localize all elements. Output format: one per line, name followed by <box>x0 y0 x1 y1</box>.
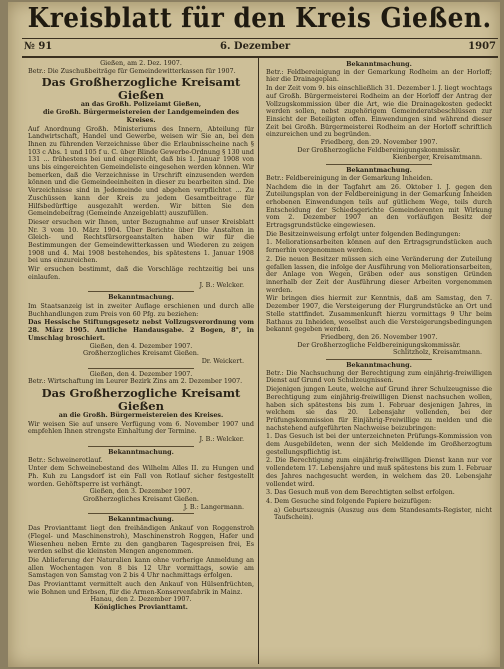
separator <box>88 513 194 514</box>
notice-body: Wir bringen dies hiermit zur Kenntnis, daß am Samstag, den 7. Dezember 1907, die Versteigerung der Flurgrundstücke an Ort und Stelle stattfindet. Zusammenkunft hierzu vormittags 9 Uhr beim Rathaus zu Inheiden, woselbst auch die Versteigerungsbedingungen bekannt gegeben werden. <box>266 294 492 334</box>
notice-body: Nachdem die in der Tagfahrt am 26. Oktober l. J. gegen den Zuteilungsplan von der Feldbereinigung in der Gemarkung Inheiden erhobenen Einwendungen teils auf gütlichem Wege, teils durch Entscheidung der Schiedsgerichte Gemeinderenten mit Wirkung vom 2. Dezember 1907 an den vorläufigen Besitz der Ertragsgrundstücke eingewiesen. <box>266 182 492 230</box>
subject-line: Betr.: Die Nachsuchung der Berechtigung zum einjährig-freiwilligen Dienst auf Grund von Schulzeugnissen. <box>266 368 492 385</box>
notice-body: Diejenigen jungen Leute, welche auf Grund ihrer Schulzeugnisse die Berechtigung zum einjährig-freiwilligen Dienst nachsuchen wollen, haben sich spätestens bis zum 1. Februar desjenigen Jahres, in welchem sie das 20. Lebensjahr vollenden, bei der Prüfungskommission für Einjährig-Freiwillige zu melden und die nachstehend aufgeführten Nachweise beizubringen: <box>266 385 492 432</box>
notice-title: Bekanntmachung. <box>108 515 174 524</box>
authority: Großherzogliches Kreisamt Gießen. <box>83 349 199 358</box>
subject-line: Betr.: Die Zuschußbeiträge für Gemeindewitterkassen für 1907. <box>28 66 236 75</box>
notice-body: Wir ersuchen bestimmt, daß die Vorschläge rechtzeitig bei uns einlaufen. <box>28 265 254 281</box>
list-item: 1. Meliorationsarbeiten können auf den Ertragsgrundstücken auch fernerhin vorgenommen werden. <box>266 238 492 255</box>
subject-line: Betr.: Schweinerotlauf. <box>28 455 103 464</box>
notice-body: Im Staatsanzeig ist in zweiter Auflage erschienen und durch alle Buchhandlungen zum Preis von 60 Pfg. zu beziehen: <box>28 301 254 318</box>
masthead-rule <box>22 38 498 39</box>
separator <box>326 164 432 165</box>
list-item: 1. Das Gesuch ist bei der unterzeichneten Prüfungs-Kommission von dem Ausgebildeten, wenn der sich Meldende im Großherzogtum gestellungspflichtig ist. <box>266 432 492 456</box>
dateline: Gießen, am 2. Dez. 1907. <box>100 60 182 67</box>
separator <box>88 368 194 369</box>
newspaper-page <box>8 2 500 667</box>
separator <box>326 359 432 360</box>
dateline: Gießen, den 3. Dezember 1907. <box>89 487 193 496</box>
issue-row <box>24 41 496 55</box>
subject-line: Betr.: Feldbereinigung in der Gemarkung Inheiden. <box>266 173 433 182</box>
masthead-title: Kreisblatt für den Kreis Gießen. <box>27 3 492 34</box>
signature: Dr. Weickert. <box>201 356 244 365</box>
subject-line: Betr.: Feldbereinigung in der Gemarkung Rodheim an der Horloff; hier die Drainageplan. <box>266 67 492 84</box>
list-item: a) Geburtszeugnis (Auszug aus dem Standesamts-Register, nicht Taufschein). <box>274 505 492 522</box>
notice-einjaehrig <box>266 362 492 522</box>
notice-rotlauf <box>28 449 254 512</box>
signature: J. B.: Welcker. <box>199 435 244 444</box>
notice-body: Die Besitzeinweisung erfolgt unter folgenden Bedingungen: <box>266 229 461 238</box>
notice-title: Bekanntmachung. <box>346 166 412 175</box>
subject-line: Betr.: Wirtschaftung im Leurer Bezirk Zins am 2. Dezember 1907. <box>28 377 243 386</box>
notice-body: Das Provianttamt vermittelt auch den Ankauf von Hülsenfrüchten, wie Bohnen und Erbsen, für die Armen-Konservenfabrik in Mainz. <box>28 580 254 596</box>
authority: Der Großherzogliche Feldbereinigungskommissär. <box>297 340 461 349</box>
dateline: Gießen, den 4. Dezember 1907. <box>89 341 193 350</box>
signature: Schlitzholz, Kreisamtmann. <box>392 348 482 357</box>
notice-stiftungsgesetz <box>28 294 254 365</box>
list-item: 2. Die neuen Besitzer müssen sich eine Veränderung der Zuteilung gefallen lassen, die infolge der Ausführung von Meliorationsarbeiten, der Anlage von Wegen, Gräben oder aus sonstigen Gründen innerhalb der Zeit der Ausführung dieser Arbeiten vorgenommen werden. <box>266 254 492 294</box>
notice-rodheim <box>266 61 492 162</box>
notice-body: In der Zeit vom 9. bis einschließlich 31. Dezember l. J. liegt wochtags auf Großh. Bürgermeisterei Rodheim an der Horloff der Antrag der Vollzugskommission über die Art, wie die Drainagekosten gedeckt werden sollen, nebst zugehörigem Gemeinderatsbeschlüssen zur Einsicht der Beteiligten offen. Einwendungen sind während dieser Zeit bei Großh. Bürgermeisterei Rodheim an der Horloff schriftlich einzureichen und zu begründen. <box>266 84 492 139</box>
notice-proviantamt <box>28 516 254 611</box>
dateline: Friedberg, den 29. November 1907. <box>320 138 438 147</box>
dateline: Gießen, den 4. Dezember 1907. <box>89 369 193 378</box>
notice-title: Bekanntmachung. <box>108 447 174 456</box>
book-title: Das Hessische Stiftungsgesetz nebst Vollzugsverordnung vom 28. März 1905. Amtliche Handausgabe. 2 Bogen, 8°, in Umschlag broschiert. <box>28 318 254 342</box>
issue-date: 6. Dezember <box>220 41 291 52</box>
separator <box>88 291 194 292</box>
notice-body: Dieser ersuchen wir Ihnen, unter Bezugnahme auf unser Kreisblatt Nr. 3 vom 10. März 1904. Über Berichte über Die Anstalten in Gleich- und Rechtsfürsorgeanstalten haben wir für die Bestimmungen der Gemeindewitterkassen und Wiederen zu zeigen 1908 und 4. Mai 1908 bestehendes, bis spätestens 1. Januar 1908 bei uns einzureichen. <box>28 217 254 265</box>
authority: Der Großherzogliche Feldbereinigungskommissär. <box>297 145 461 154</box>
notice-subtitle: an das Großh. Polizeiamt Gießen, <box>80 100 202 109</box>
signature: Kienberger, Kreisamtmann. <box>392 153 482 162</box>
notice-zuschuss <box>28 60 254 289</box>
notice-body: Auf Anordnung Großh. Ministeriums des Innern, Abteilung für Landwirtschaft, Handel und Gewerbe, weisen wir Sie an, bei den Ihnen zu führenden Verzeichnisse über die Erlaubnisscheine nach § 103 c Abs. 1 und 105 f u. C. über Blinde Gewerbe-Ordnung § 130 und 131 ... frühestens bei und eingereicht, daß bis 1. Januar 1908 von uns bis eingereichten Gemeindeliste eingesehen werden können. Wir bemerken, daß die Verzeichnisse in Urschrift einzusenden werden können und die Gemeindeeinheiten in dieser zu bearbeiten sind. Die Verzeichnisse sind in Jedemeinde und abgehen verpflichtet ... Zu Zuschüssen kann der Kreis zu jedem Gesamtbeitrage für Hilfsbedürftige ausgezahlt werden. Wir bitten Sie den Gemeindebeitrag (Gemeinde Anzeigeblatt) auszufüllen. <box>28 124 254 218</box>
notice-body: Wir weisen Sie auf unsere Verfügung vom 6. November 1907 und empfehlen Ihnen strengste Einhaltung der Termine. <box>28 419 254 436</box>
notice-body: Das Provianttamt liegt den freihändigen Ankauf von Roggenstroh (Flegel- und Maschinenstroh), Maschinenstroh Roggen, Hafer und Wiesenheu neben Ernte zu den gangbaren Tagespreisen frei, Es werden selbst die kleinsten Mengen angenommen. <box>28 524 254 556</box>
notice-wirtschaftung <box>28 371 254 444</box>
issue-rule <box>22 56 498 58</box>
notice-subtitle: die Großh. Bürgermeistereien der Landgemeinden des Kreises. <box>42 108 240 124</box>
notice-title: Bekanntmachung. <box>108 293 174 302</box>
dateline: Friedberg, den 26. November 1907. <box>320 332 438 341</box>
separator <box>88 446 194 447</box>
notice-body: Unter dem Schweinebestand des Wilhelm Alles II. zu Hungen und Ph. Kuh zu Langsdorf ist ein Fall von Rotlauf sicher festgestellt worden. Gehöftsperre ist verhängt. <box>28 464 254 488</box>
notice-title: Das Großherzogliche Kreisamt Gießen <box>41 386 241 413</box>
notice-body: Die Ablieferung der Naturalien kann ohne vorherige Anmeldung an allen Wochentagen von 8 bis 12 Uhr vormittags, sowie am Samstagen von Samstag von 2 bis 4 Uhr nachmittags erfolgen. <box>28 555 254 580</box>
signature: J. B.: Langermann. <box>183 502 244 511</box>
issue-number: № 91 <box>24 41 53 52</box>
list-item: 4. Dem Gesuche sind folgende Papiere beizufügen: <box>266 496 432 505</box>
notice-title: Bekanntmachung. <box>346 60 412 68</box>
list-item: 2. Die Berechtigung zum einjährig-freiwilligen Dienst kann nur vor vollendetem 17. Lebensjahre und muß spätestens bis zum 1. Februar des Jahres nachgesucht werden, in welchem das 20. Lebensjahr vollendet wird. <box>266 456 492 488</box>
left-column <box>28 60 254 664</box>
signature: J. B.: Welcker. <box>199 280 244 289</box>
right-column <box>266 60 492 664</box>
notice-inheiden <box>266 167 492 357</box>
notice-title: Das Großherzogliche Kreisamt Gießen <box>41 75 241 102</box>
issue-year: 1907 <box>468 41 496 52</box>
notice-subtitle: an die Großh. Bürgermeistereien des Kreises. <box>58 411 224 420</box>
list-item: 3. Das Gesuch muß von dem Berechtigten selbst erfolgen. <box>266 488 455 497</box>
column-divider <box>258 58 259 664</box>
notice-title: Bekanntmachung. <box>346 361 412 370</box>
authority: Großherzogliches Kreisamt Gießen. <box>83 495 199 504</box>
dateline: Hanau, den 2. Dezember 1907. <box>90 595 192 604</box>
signature: Königliches Provianttamt. <box>94 603 188 612</box>
